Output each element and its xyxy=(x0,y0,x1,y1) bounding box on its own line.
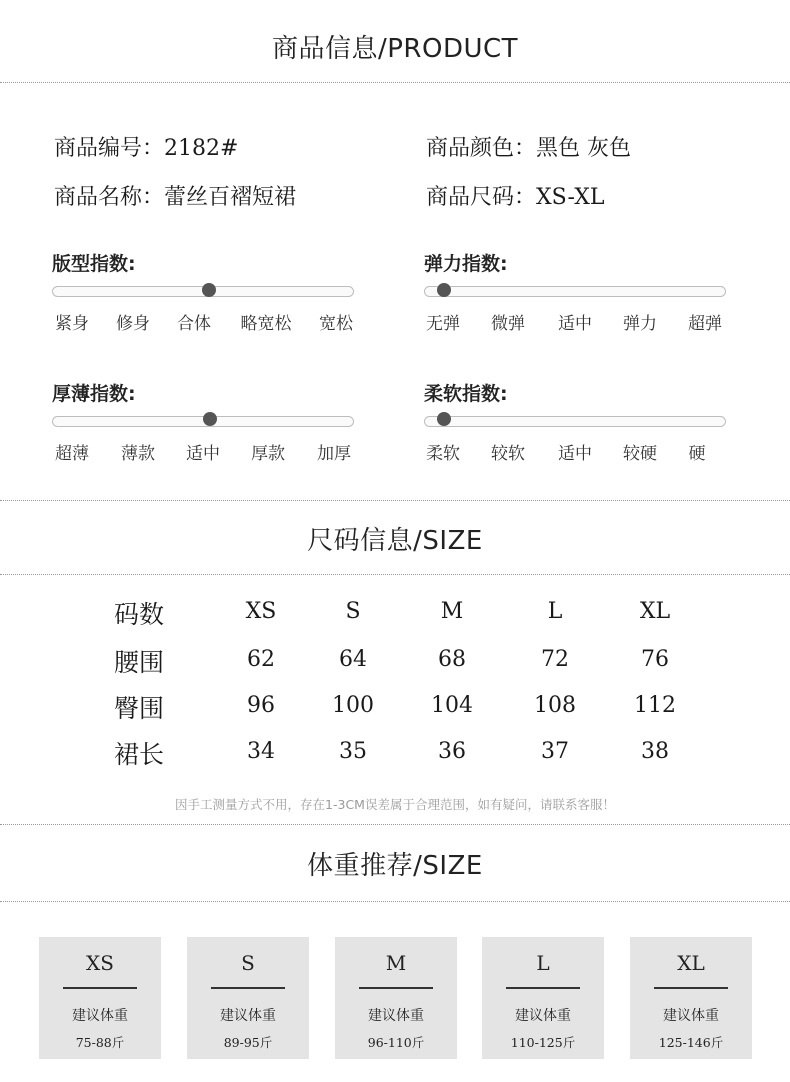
size-table-cell: 35 xyxy=(339,739,367,764)
product-name: 商品名称：蕾丝百褶短裙 xyxy=(54,185,297,210)
divider xyxy=(0,824,790,825)
size-table-cell: 96 xyxy=(247,693,275,718)
softness-index-label: 较软 xyxy=(491,444,525,464)
elasticity-index-label: 适中 xyxy=(558,314,592,334)
weight-card-label: 建议体重 xyxy=(515,1008,571,1024)
weight-card-weight: 89-95斤 xyxy=(223,1035,273,1050)
fit-index-label: 紧身 xyxy=(55,314,89,334)
fit-index-label: 宽松 xyxy=(319,314,353,334)
weight-card-weight: 110-125斤 xyxy=(510,1035,576,1050)
weight-card xyxy=(630,937,752,1059)
softness-index-label: 柔软 xyxy=(426,444,460,464)
thickness-index-marker xyxy=(203,412,217,426)
softness-index-title: 柔软指数: xyxy=(424,383,508,405)
size-table-cell: 108 xyxy=(534,693,576,718)
size-table-cell: 裙长 xyxy=(114,740,165,769)
measurement-note: 因手工测量方式不用，存在1-3CM误差属于合理范围，如有疑问，请联系客服！ xyxy=(175,797,615,812)
weight-card-divider xyxy=(63,987,137,989)
divider xyxy=(0,901,790,902)
size-table-cell: 34 xyxy=(247,739,275,764)
thickness-index-label: 薄款 xyxy=(121,444,155,464)
size-table-header-cell: M xyxy=(440,599,464,624)
divider xyxy=(0,82,790,83)
elasticity-index-label: 微弹 xyxy=(491,314,525,334)
size-section-title: 尺码信息/SIZE xyxy=(307,526,483,556)
fit-index-marker xyxy=(202,283,216,297)
elasticity-index-label: 超弹 xyxy=(688,314,722,334)
elasticity-index-title: 弹力指数: xyxy=(424,253,508,275)
softness-index-label: 较硬 xyxy=(623,444,657,464)
elasticity-index-label: 弹力 xyxy=(623,314,657,334)
weight-card xyxy=(39,937,161,1059)
product-color: 商品颜色：黑色 灰色 xyxy=(426,136,631,161)
softness-index-label: 适中 xyxy=(558,444,592,464)
size-table-cell: 64 xyxy=(339,647,367,672)
size-table-header-cell: L xyxy=(547,599,563,624)
size-table-cell: 62 xyxy=(247,647,275,672)
weight-card-label: 建议体重 xyxy=(72,1008,128,1024)
weight-card-weight: 96-110斤 xyxy=(367,1035,425,1050)
weight-card-divider xyxy=(506,987,580,989)
weight-card xyxy=(335,937,457,1059)
weight-card-label: 建议体重 xyxy=(368,1008,424,1024)
fit-index-title: 版型指数: xyxy=(52,253,136,275)
weight-card-size: XL xyxy=(677,951,705,975)
weight-card-size: S xyxy=(241,951,255,975)
product-size-range: 商品尺码：XS-XL xyxy=(426,185,605,210)
size-table-header-cell: XL xyxy=(639,599,671,624)
softness-index-label: 硬 xyxy=(688,444,706,464)
size-table-cell: 腰围 xyxy=(114,648,165,677)
fit-index-label: 修身 xyxy=(116,314,150,334)
size-table-cell: 68 xyxy=(438,647,466,672)
weight-card-weight: 75-88斤 xyxy=(75,1035,125,1050)
elasticity-index-track xyxy=(424,286,726,297)
size-table-cell: 76 xyxy=(641,647,669,672)
weight-card-divider xyxy=(359,987,433,989)
thickness-index-label: 加厚 xyxy=(317,444,351,464)
softness-index-marker xyxy=(437,412,451,426)
size-table-cell: 37 xyxy=(541,739,569,764)
fit-index-label: 合体 xyxy=(177,314,211,334)
size-table-header-cell: S xyxy=(345,599,361,624)
weight-card-divider xyxy=(654,987,728,989)
product-code: 商品编号：2182# xyxy=(54,136,239,161)
fit-index-label: 略宽松 xyxy=(240,314,292,334)
weight-card xyxy=(482,937,604,1059)
size-table-cell: 臀围 xyxy=(114,694,165,723)
size-table-header-cell: 码数 xyxy=(114,600,165,629)
product-section-title: 商品信息/PRODUCT xyxy=(271,34,519,64)
size-table-cell: 36 xyxy=(438,739,466,764)
weight-card-label: 建议体重 xyxy=(663,1008,719,1024)
size-table-cell: 112 xyxy=(634,693,676,718)
elasticity-index-label: 无弹 xyxy=(426,314,460,334)
divider xyxy=(0,500,790,501)
thickness-index-title: 厚薄指数: xyxy=(52,383,136,405)
thickness-index-label: 超薄 xyxy=(55,444,89,464)
weight-card-size: XS xyxy=(86,951,114,975)
thickness-index-label: 适中 xyxy=(186,444,220,464)
size-table-cell: 100 xyxy=(332,693,374,718)
size-table-cell: 104 xyxy=(431,693,473,718)
elasticity-index-marker xyxy=(437,283,451,297)
weight-card-weight: 125-146斤 xyxy=(658,1035,724,1050)
size-table-header-cell: XS xyxy=(245,599,277,624)
weight-card-size: L xyxy=(536,951,550,975)
weight-card xyxy=(187,937,309,1059)
softness-index-track xyxy=(424,416,726,427)
weight-card-label: 建议体重 xyxy=(220,1008,276,1024)
weight-card-divider xyxy=(211,987,285,989)
size-table-cell: 38 xyxy=(641,739,669,764)
size-table-cell: 72 xyxy=(541,647,569,672)
weight-card-size: M xyxy=(385,951,407,975)
weight-section-title: 体重推荐/SIZE xyxy=(307,851,483,881)
divider xyxy=(0,574,790,575)
thickness-index-label: 厚款 xyxy=(251,444,285,464)
